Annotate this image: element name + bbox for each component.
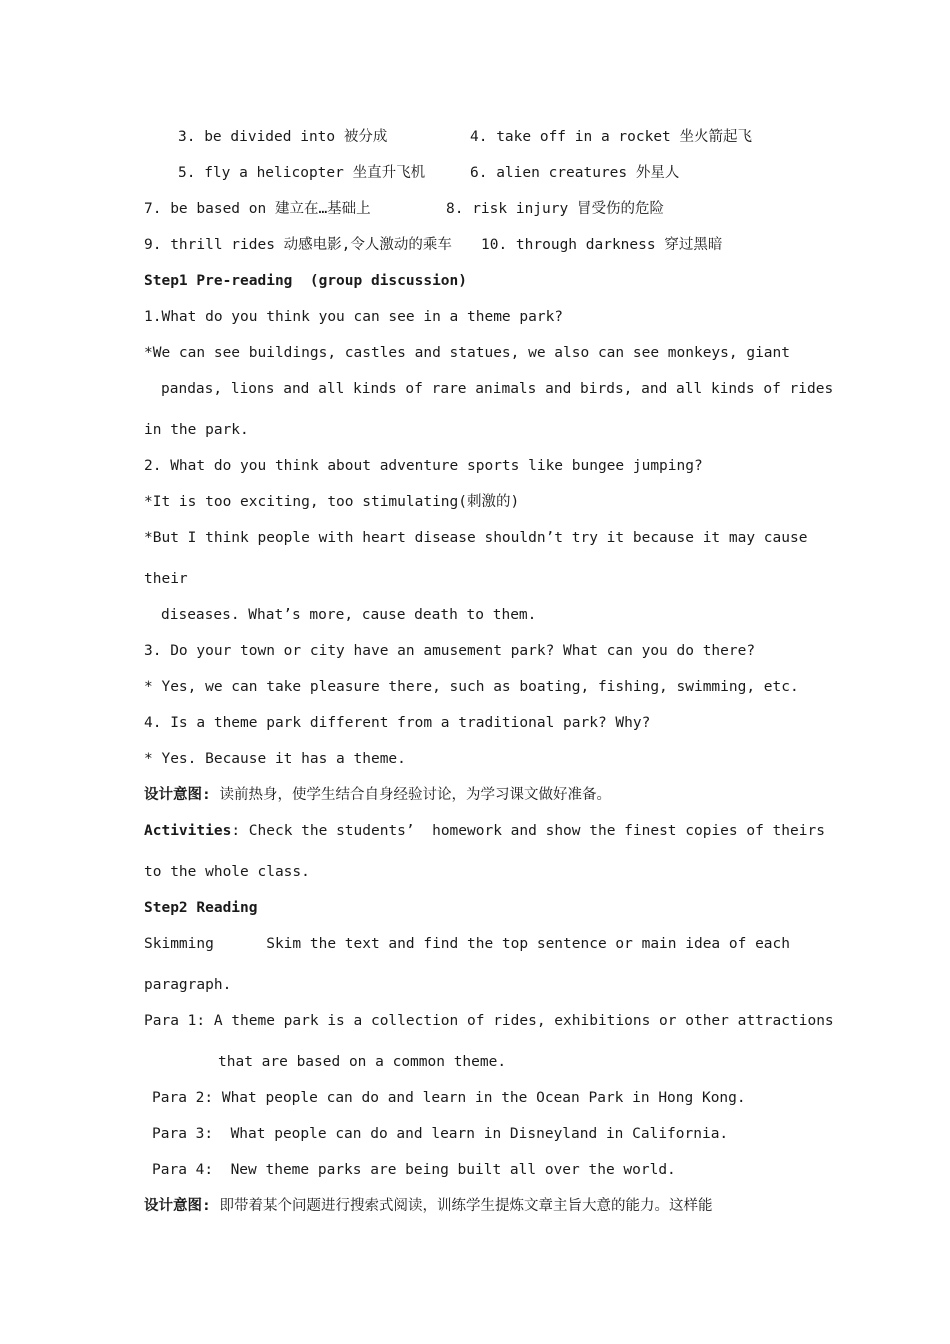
para-4: Para 4: New theme parks are being built all over the world.: [152, 1162, 676, 1178]
vocab-item-5: 5. fly a helicopter 坐直升飞机: [178, 165, 426, 181]
design-intent-text: 读前热身，使学生结合自身经验讨论，为学习课文做好准备。: [210, 787, 611, 803]
question-4: 4. Is a theme park different from a traditional park? Why?: [144, 715, 651, 731]
vocab-item-7: 7. be based on 建立在…基础上: [144, 201, 371, 217]
para-2: Para 2: What people can do and learn in the Ocean Park in Hong Kong.: [152, 1090, 746, 1106]
design-intent-text-2: 即带着某个问题进行搜索式阅读，训练学生提炼文章主旨大意的能力。这样能: [210, 1198, 713, 1214]
answer-1-line-3: in the park.: [144, 422, 249, 438]
para-1-line-1: Para 1: A theme park is a collection of rides, exhibitions or other attractions: [144, 1013, 834, 1029]
vocab-item-3: 3. be divided into 被分成: [178, 129, 388, 145]
question-2: 2. What do you think about adventure sports like bungee jumping?: [144, 458, 703, 474]
question-1: 1.What do you think you can see in a theme park?: [144, 309, 564, 325]
step1-design-intent: [144, 785, 611, 805]
answer-4: * Yes. Because it has a theme.: [144, 751, 406, 767]
vocab-item-10: 10. through darkness 穿过黑暗: [481, 237, 723, 253]
vocab-item-8: 8. risk injury 冒受伤的危险: [446, 201, 664, 217]
step2-design-intent: [144, 1196, 712, 1216]
answer-2b-line-3: diseases. What’s more, cause death to them.: [161, 607, 537, 623]
question-3: 3. Do your town or city have an amusement park? What can you do there?: [144, 643, 756, 659]
answer-2b-line-2: their: [144, 571, 188, 587]
vocab-item-9: 9. thrill rides 动感电影,令人激动的乘车: [144, 237, 452, 253]
answer-1-line-2: pandas, lions and all kinds of rare animals and birds, and all kinds of rides: [161, 381, 834, 397]
activities-text: : Check the students’ homework and show the finest copies of theirs: [231, 823, 825, 839]
vocab-item-6: 6. alien creatures 外星人: [470, 165, 680, 181]
step2-heading: Step2 Reading: [144, 900, 258, 916]
step1-heading: Step1 Pre-reading (group discussion): [144, 273, 468, 289]
activities-line-2: to the whole class.: [144, 864, 310, 880]
skimming-line-1: Skimming Skim the text and find the top sentence or main idea of each: [144, 936, 791, 952]
design-intent-label: 设计意图:: [144, 787, 211, 803]
activities-line: [144, 821, 825, 841]
para-3: Para 3: What people can do and learn in Disneyland in California.: [152, 1126, 729, 1142]
para-1-line-2: that are based on a common theme.: [218, 1054, 507, 1070]
answer-2a: *It is too exciting, too stimulating(刺激的): [144, 494, 520, 510]
answer-1-line-1: *We can see buildings, castles and statues, we also can see monkeys, giant: [144, 345, 791, 361]
answer-2b-line-1: *But I think people with heart disease shouldn’t try it because it may cause: [144, 530, 808, 546]
activities-label: Activities: [144, 823, 232, 839]
skimming-line-2: paragraph.: [144, 977, 232, 993]
answer-3: * Yes, we can take pleasure there, such as boating, fishing, swimming, etc.: [144, 679, 799, 695]
vocab-item-4: 4. take off in a rocket 坐火箭起飞: [470, 129, 753, 145]
design-intent-label-2: 设计意图:: [144, 1198, 211, 1214]
